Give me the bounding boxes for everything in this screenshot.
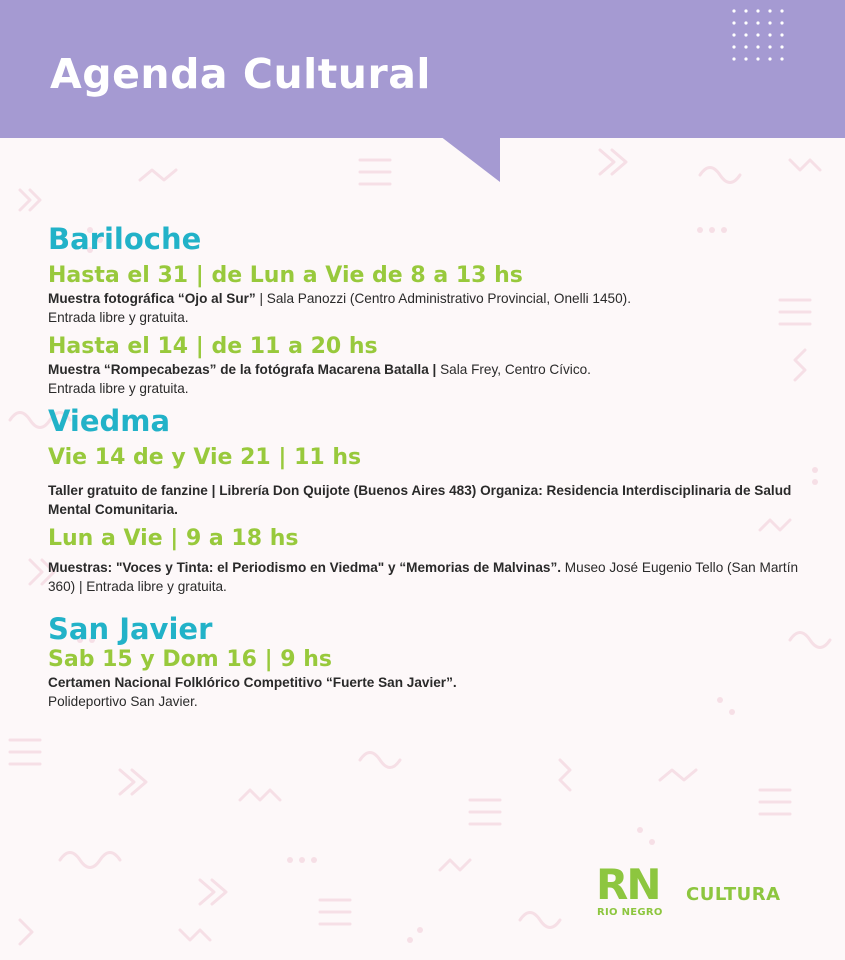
event-detail: Museo José Eugenio Tello (San Martín 360) | Entrada libre y gratuita. <box>48 560 799 594</box>
event-title: Muestra “Rompecabezas” de la fotógrafa Macarena Batalla | <box>48 362 437 377</box>
page-title: Agenda Cultural <box>50 50 431 98</box>
logo-mark: RN <box>596 860 660 909</box>
event-schedule: Hasta el 14 | de 11 a 20 hs <box>48 334 378 359</box>
city-heading: Viedma <box>48 404 171 438</box>
event-schedule: Lun a Vie | 9 a 18 hs <box>48 526 299 551</box>
event-description <box>48 360 818 379</box>
event-title: Taller gratuito de fanzine | Librería Don Quijote (Buenos Aires 483) Organiza: Residencia Interdisciplinaria de Salud Mental Comunitaria. <box>48 483 792 517</box>
event-title: Muestras: "Voces y Tinta: el Periodismo en Viedma" y “Memorias de Malvinas”. <box>48 560 562 575</box>
event-schedule: Vie 14 de y Vie 21 | 11 hs <box>48 445 362 470</box>
event-title: Muestra fotográfica “Ojo al Sur” <box>48 291 256 306</box>
event-detail: Sala Frey, Centro Cívico. <box>436 362 591 377</box>
event-schedule: Hasta el 31 | de Lun a Vie de 8 a 13 hs <box>48 263 523 288</box>
event-detail-line: Polideportivo San Javier. <box>48 694 198 709</box>
event-description <box>48 481 818 519</box>
event-detail-line: Entrada libre y gratuita. <box>48 381 189 396</box>
city-heading: Bariloche <box>48 222 202 256</box>
logo-label: CULTURA <box>686 884 781 905</box>
event-schedule: Sab 15 y Dom 16 | 9 hs <box>48 647 333 672</box>
event-detail: | Sala Panozzi (Centro Administrativo Provincial, Onelli 1450). <box>255 291 631 306</box>
dots-icon <box>728 6 788 62</box>
event-detail-line: Entrada libre y gratuita. <box>48 310 189 325</box>
event-description <box>48 558 818 596</box>
rio-negro-cultura-logo <box>596 862 796 926</box>
city-heading: San Javier <box>48 612 213 646</box>
logo-subtitle: RIO NEGRO <box>597 907 663 918</box>
agenda-content <box>48 222 818 711</box>
event-description <box>48 289 818 308</box>
event-title: Certamen Nacional Folklórico Competitivo “Fuerte San Javier”. <box>48 675 457 690</box>
event-description <box>48 673 818 692</box>
